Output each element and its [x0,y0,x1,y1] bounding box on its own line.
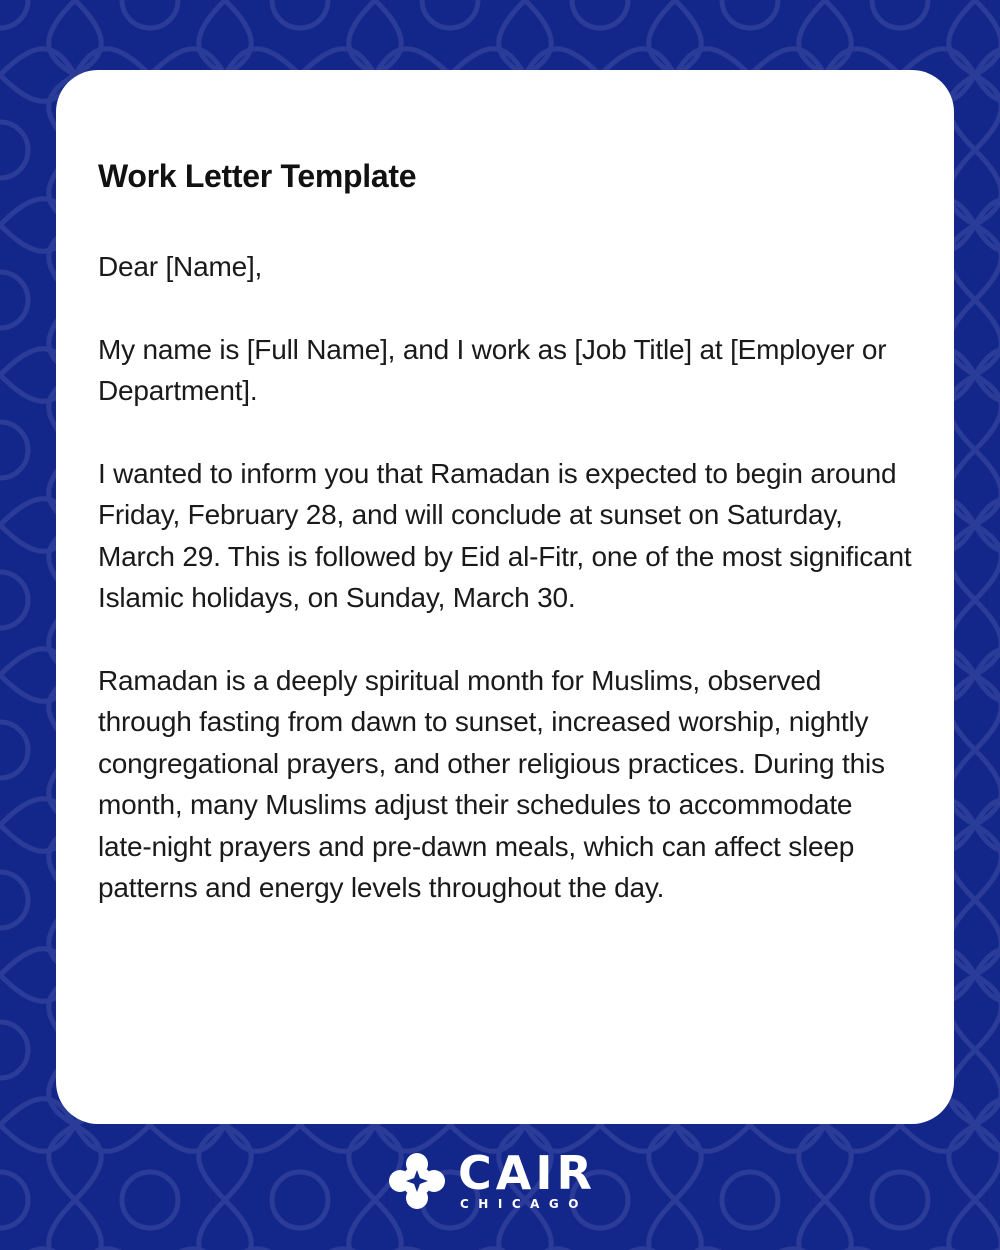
letter-paragraph-ramadan: Ramadan is a deeply spiritual month for Muslims, observed through fasting from dawn to sunset, increased worship, nightly congregational prayers, and other religious practices. During this month, many Muslims adjust their schedules to accommodate late-night prayers and pre-dawn meals, which can affect sleep patterns and energy levels throughout the day. [98,664,885,903]
letter-salutation: Dear [Name], [98,251,263,282]
brand-name: CAIR [458,1146,596,1200]
letter-paragraph-intro: My name is [Full Name], and I work as [Job Title] at [Employer or Department]. [98,333,887,406]
letter-card [56,70,954,1124]
brand-location: CHICAGO [460,1197,588,1211]
letter-title: Work Letter Template [98,158,417,194]
letter-paragraph-dates: I wanted to inform you that Ramadan is expected to begin around Friday, February 28, and will conclude at sunset on Saturday, March 29. This is followed by Eid al-Fitr, one of the most significant Islamic holidays, on Sunday, March 30. [98,457,912,613]
cair-star-icon [388,1152,446,1210]
cair-chicago-logo [388,1148,618,1218]
